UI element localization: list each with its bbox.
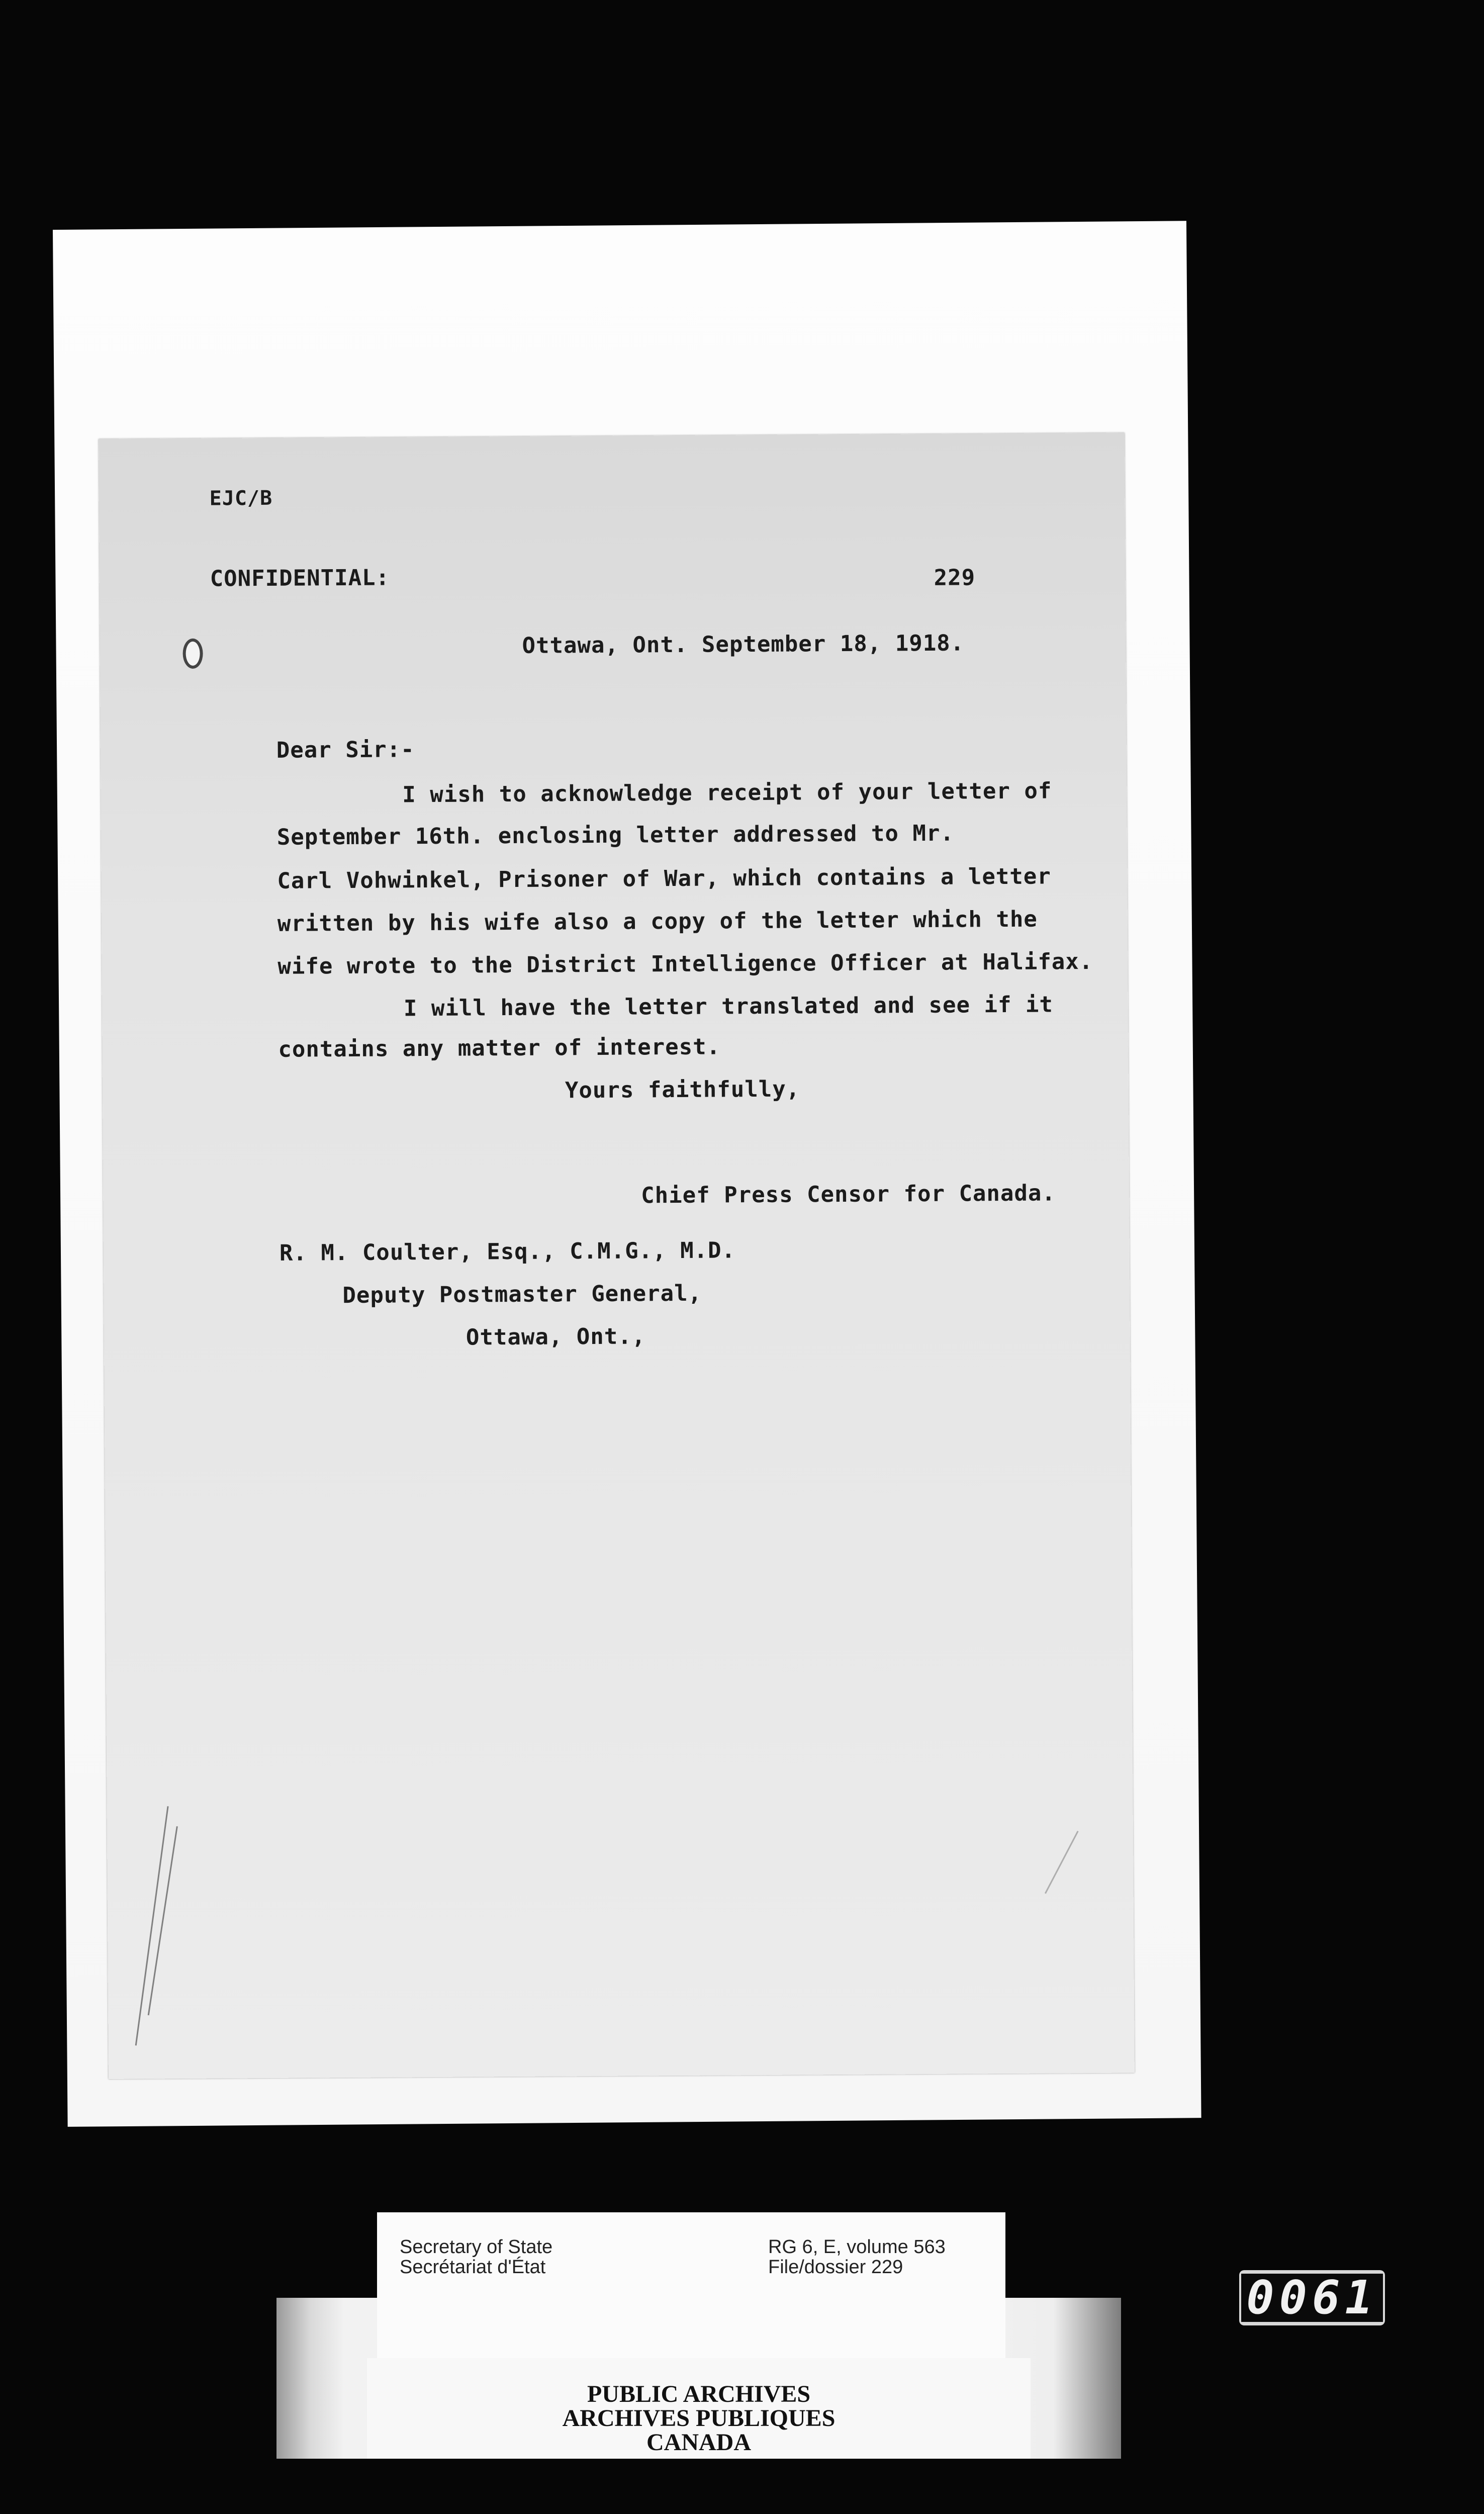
frame-number: 0061 — [1241, 2274, 1383, 2322]
signature-title: Chief Press Censor for Canada. — [641, 1180, 1056, 1209]
body-line: contains any matter of interest. — [278, 1034, 721, 1062]
body-line: I wish to acknowledge receipt of your letter of — [402, 778, 1052, 808]
body-line: written by his wife also a copy of the letter which the — [277, 906, 1038, 937]
archive-stamp — [367, 2382, 1031, 2455]
classification-label: CONFIDENTIAL: — [210, 565, 390, 592]
recipient-address: Ottawa, Ont., — [466, 1323, 646, 1351]
page-number: 229 — [934, 565, 976, 591]
record-group: RG 6, E, volume 563 — [768, 2236, 946, 2258]
body-line: wife wrote to the District Intelligence Officer at Halifax. — [277, 948, 1093, 979]
recipient-title: Deputy Postmaster General, — [342, 1280, 702, 1309]
punch-hole — [182, 639, 203, 669]
dateline: Ottawa, Ont. September 18, 1918. — [522, 630, 965, 659]
film-scratch — [135, 1806, 169, 2045]
archive-stamp-line: ARCHIVES PUBLIQUES — [562, 2405, 836, 2432]
body-line: I will have the letter translated and see if it — [403, 992, 1054, 1022]
archive-stamp-line: PUBLIC ARCHIVES — [587, 2381, 811, 2407]
letter-page — [99, 433, 1135, 2079]
department-en: Secretary of State — [400, 2236, 553, 2258]
body-line: Carl Vohwinkel, Prisoner of War, which contains a letter — [277, 863, 1051, 894]
file-number: File/dossier 229 — [768, 2256, 903, 2278]
archive-reference-label — [377, 2212, 1005, 2358]
reference-initials: EJC/B — [209, 486, 273, 510]
frame-number-badge — [1239, 2270, 1385, 2325]
recipient-name: R. M. Coulter, Esq., C.M.G., M.D. — [279, 1237, 736, 1266]
archive-stamp-panel — [367, 2358, 1031, 2459]
complimentary-closing: Yours faithfully, — [565, 1076, 800, 1104]
body-line: September 16th. enclosing letter addressed to Mr. — [276, 820, 955, 850]
salutation: Dear Sir:- — [276, 737, 415, 763]
department-fr: Secrétariat d'État — [400, 2256, 546, 2278]
archive-stamp-line: CANADA — [646, 2429, 751, 2456]
file-reference — [768, 2237, 946, 2278]
film-scratch — [1045, 1831, 1079, 1894]
department-name — [400, 2237, 552, 2278]
